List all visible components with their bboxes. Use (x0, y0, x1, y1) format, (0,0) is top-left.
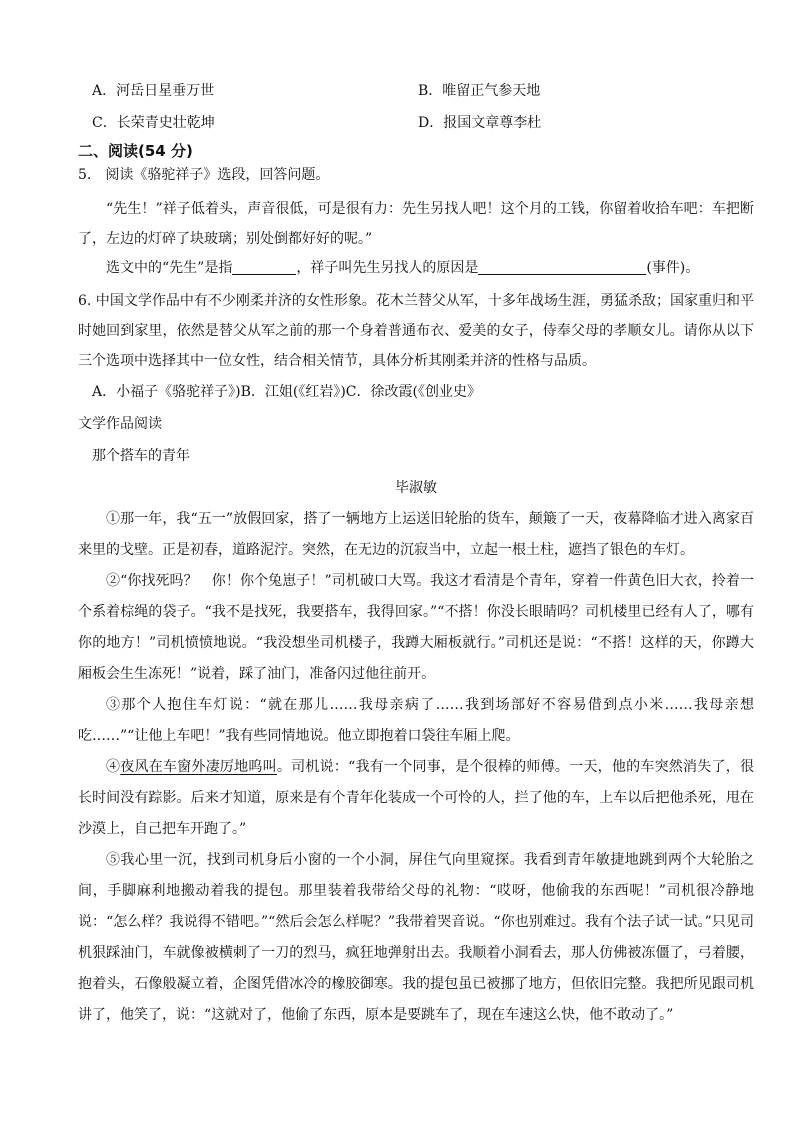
option-label: B． (418, 83, 443, 99)
option-text: 报国文章尊李杜 (443, 115, 542, 131)
option-c (92, 112, 215, 134)
paragraph-number: ④ (106, 759, 121, 775)
passage-title: 那个搭车的青年 (92, 448, 190, 464)
q5-stem: 5. 阅读《骆驼祥子》选段，回答问题。 (78, 167, 330, 183)
option-label: C． (92, 115, 117, 131)
passage-author: 毕淑敏 (395, 480, 437, 496)
q5-fill-text-a: 选文中的“先生”是指 (106, 260, 233, 276)
paragraph-5: ⑤我心里一沉，找到司机身后小窗的一个小洞，屏住气向里窥探。我看到青年敏捷地跳到两个大轮胎之间，手脚麻利地搬动着我的提包。那里装着我带给父母的礼物：“哎呀，他偷我的东西呢！”司机很冷静地说：“怎么样？我说得不错吧。”“然后会怎么样呢？”我带着哭音说。“你也别难过。我有个法子试一试。”只见司机狠踩油门，车就像被横刺了一刀的烈马，疯狂地弹射出去。我顺着小洞看去，那人仿佛被冻僵了，弓着腰，抱着头，石像般凝立着，企图凭借冰冷的橡胶御寒。我的提包虽已被挪了地方，但依旧完整。我把所见跟司机讲了，他笑了，说：“这就对了，他偷了东西，原本是要跳车了，现在车速这么快，他不敢动了。” (78, 852, 754, 1023)
paragraph-3: ③那个人抱住车灯说：“就在那儿……我母亲病了……我到场部好不容易借到点小米……我母亲想吃……”“让他上车吧！”我有些同情地说。他立即抱着口袋往车厢上爬。 (78, 697, 754, 744)
underlined-sentence: 夜风在车窗外凄厉地呜叫 (120, 759, 277, 775)
q5-fill-text-c: (事件)。 (646, 260, 700, 276)
option-d (418, 112, 541, 134)
q6-stem: 6. 中国文学作品中有不少刚柔并济的女性形象。花木兰替父从军，十多年战场生涯，勇猛杀敌；国家重归和平时她回到家里，依然是替父从军之前的那一个身着普通布衣、爱美的女子，侍奉父母的孝顺女儿。请你从以下三个选项中选择其中一位女性，结合相关情节，具体分析其刚柔并济的性格与品质。 (78, 293, 754, 369)
option-label: D． (418, 115, 444, 131)
reading-section-label: 文学作品阅读 (78, 416, 162, 432)
paragraph-4 (78, 752, 754, 845)
paragraph-2: ②“你找死吗？ 你！你个兔崽子！”司机破口大骂。我这才看清是个青年，穿着一件黄色旧大衣，拎着一个系着棕绳的袋子。“我不是找死，我要搭车，我得回家。”“不搭！你没长眼睛吗？司机楼里已经有人了，哪有你的地方！”司机愤愤地说。“我没想坐司机楼子，我蹲大厢板就行。”司机还是说：“不搭！这样的天，你蹲大厢板会生生冻死！”说着，踩了油门，准备闪过他往前开。 (78, 573, 754, 682)
q5-fill-in (78, 257, 754, 279)
answer-blank[interactable] (478, 258, 646, 275)
q5-fill-text-b: ，祥子叫先生另找人的原因是 (296, 260, 479, 276)
section-heading: 二、阅读(54 分) (78, 142, 193, 160)
option-label: A． (92, 83, 117, 99)
answer-blank[interactable] (232, 258, 296, 275)
q6-options: A．小福子《骆驼祥子》)B．江姐(《红岩》)C．徐改霞(《创业史》 (92, 384, 481, 400)
paragraph-1: ①那一年，我“五一”放假回家，搭了一辆地方上运送旧轮胎的货车，颠簸了一天，夜幕降临才进入离家百来里的戈壁。正是初春，道路泥泞。突然，在无边的沉寂当中，立起一根土柱，遮挡了银色的车灯。 (78, 511, 754, 558)
option-a (92, 80, 214, 102)
option-text: 唯留正气参天地 (442, 83, 541, 99)
option-b (418, 80, 540, 102)
option-text: 长荣青史壮乾坤 (116, 115, 215, 131)
option-text: 河岳日星垂万世 (116, 83, 215, 99)
q5-quote: “先生！”祥子低着头，声音很低，可是很有力：先生另找人吧！这个月的工钱，你留着收拾车吧：车把断了，左边的灯碎了块玻璃；别处倒都好好的呢。” (78, 201, 754, 247)
paragraph-text: 。司机说：“我有一个同事，是个很棒的师傅。一天，他的车突然消失了，很长时间没有踪影。后来才知道，原来是有个青年化装成一个可怜的人，拦了他的车，上车以后把他杀死，甩在沙漠上，自己把车开跑了。” (78, 759, 755, 837)
